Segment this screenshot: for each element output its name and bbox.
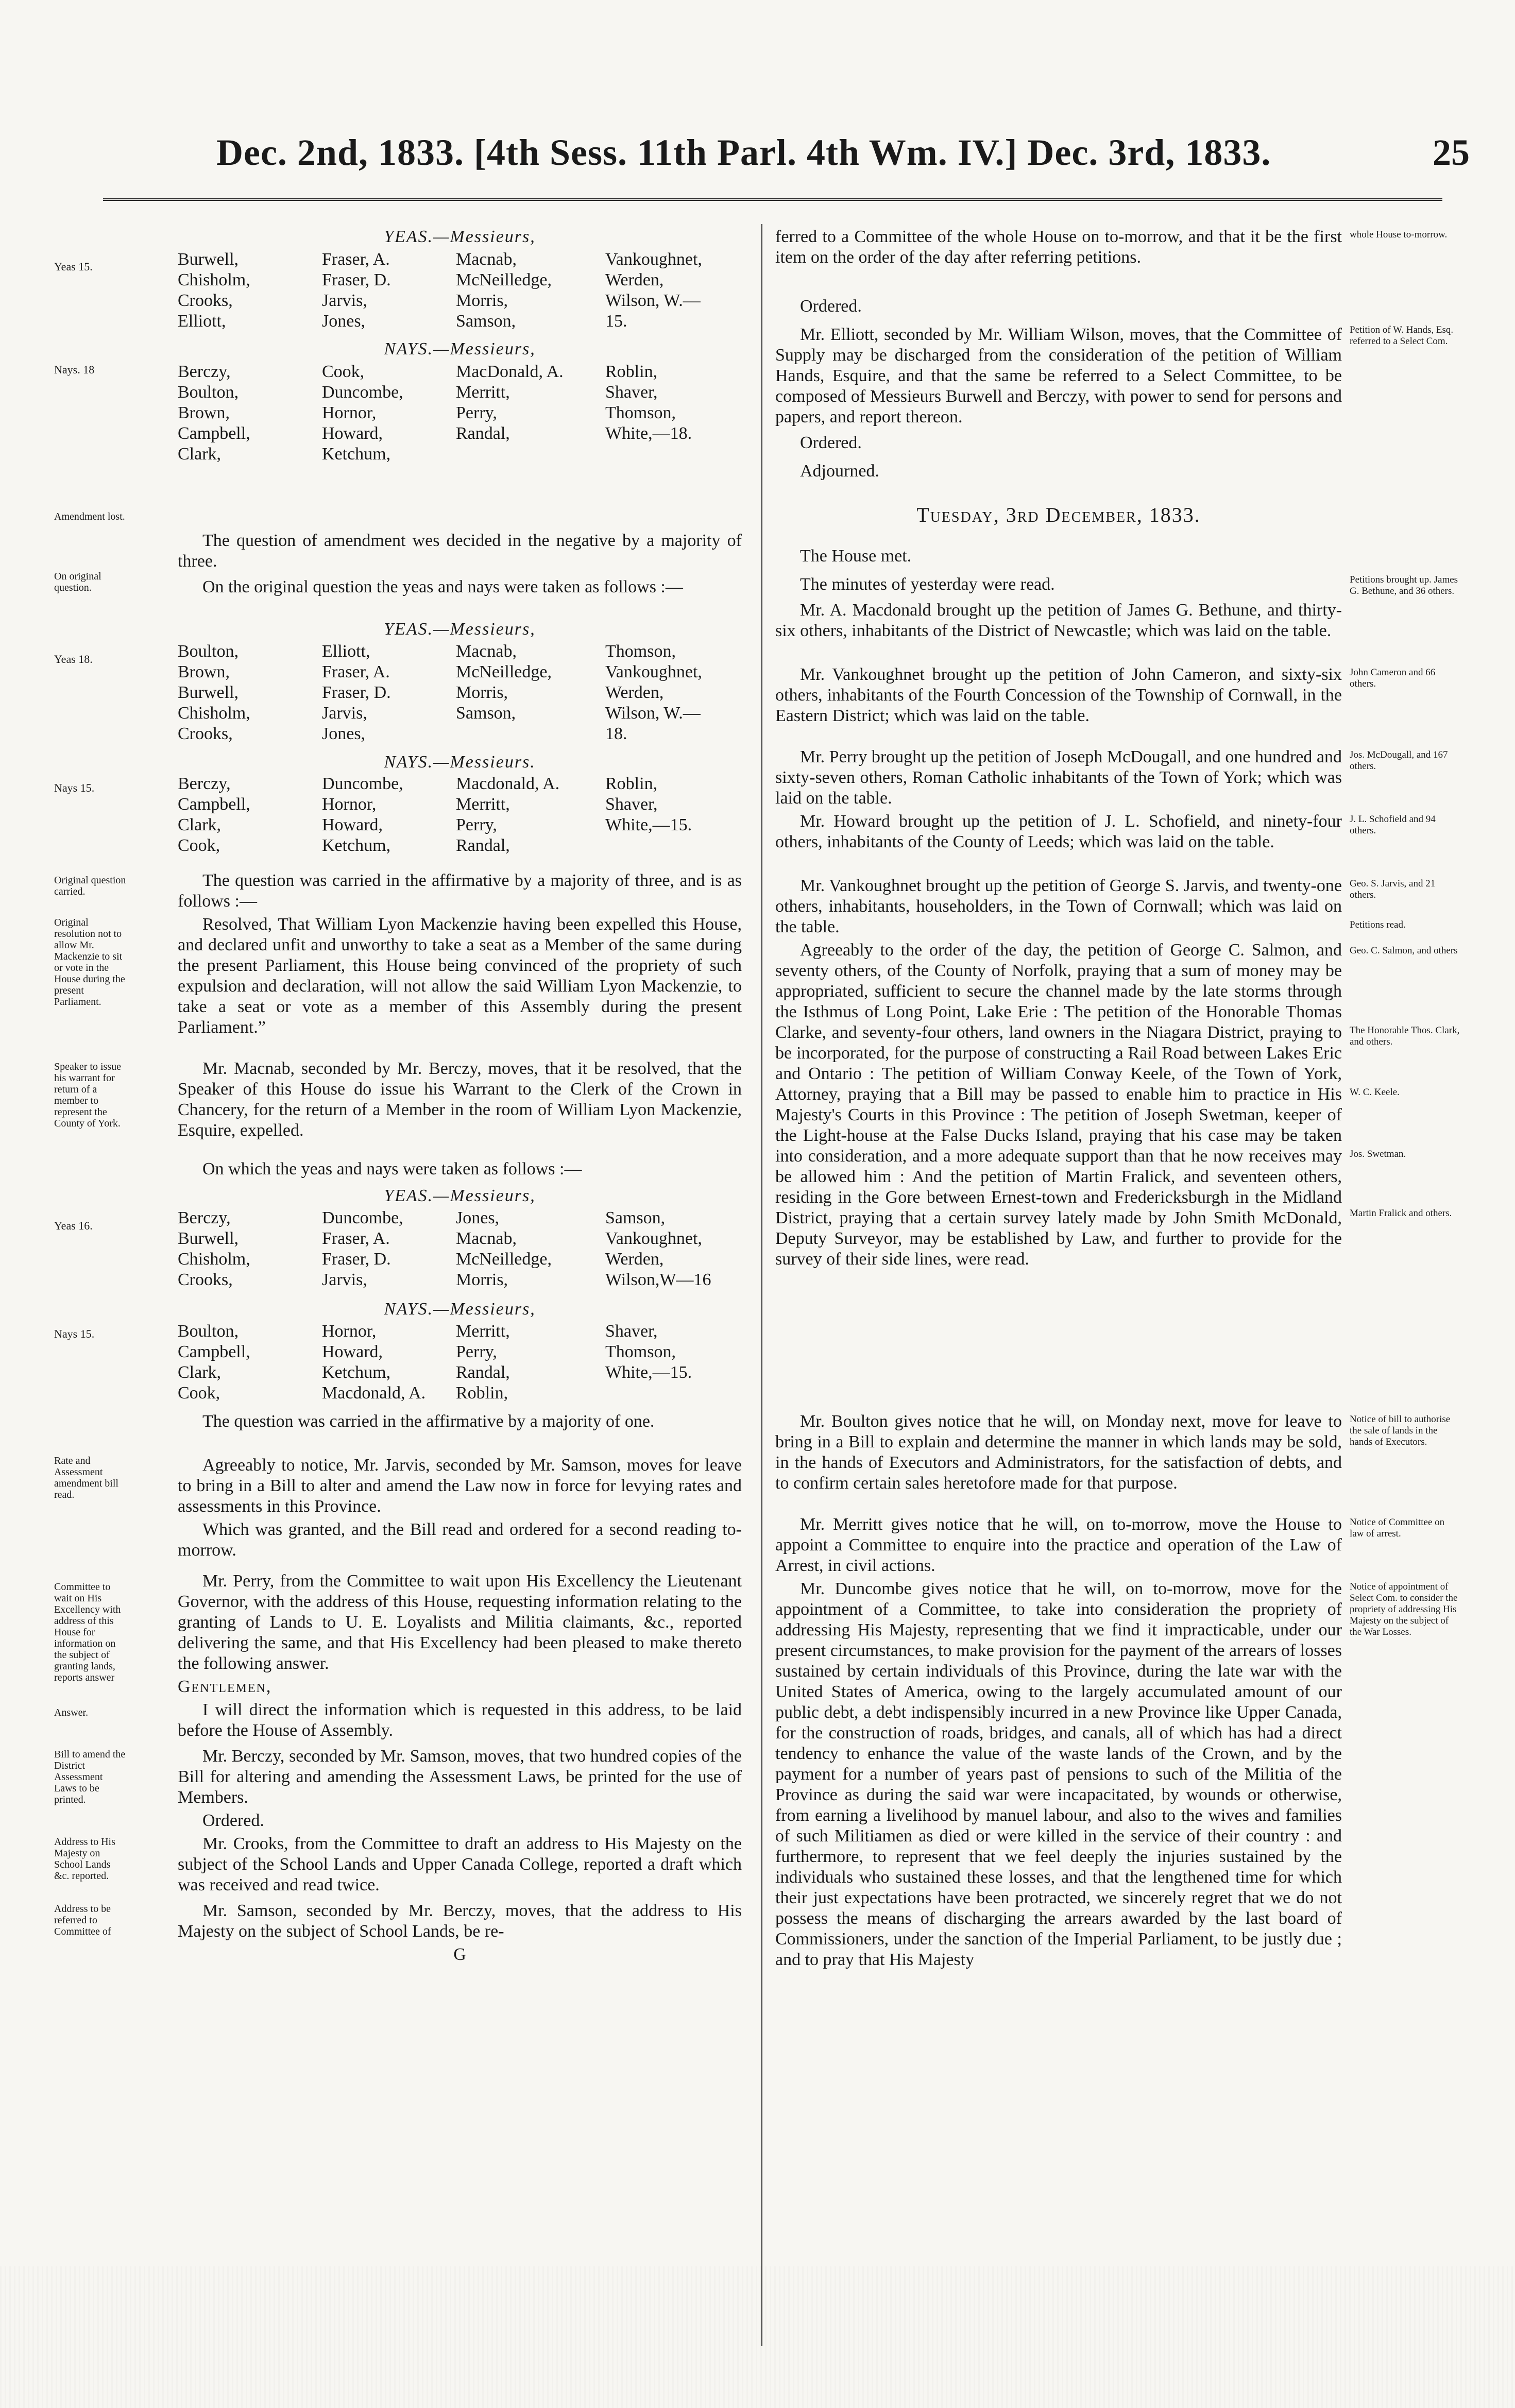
p-duncombe: Mr. Duncombe gives notice that he will, on to-morrow, move for the appointment of a Committee, to take into consideration the propriety of addressing His Majesty, representing that we find it impracticable, under our present circumstances, to make provision for the payment of the arrears of losses sustained by certain individuals of this Province, during the late war with the United States of America, owing to the largely accumulated amount of our public debt, a debt indispensibly incurred in a new Province like Upper Canada, for the construction of roads, bridges, and canals, all of which has had a direct tendency to enhance the value of the waste lands of the Crown, and by the payment for a number of years past of pensions to such of the Militia of the Province as during the said war were incapacitated, by wounds or otherwise, from earning a livelihood by manuel labour, and also to the wives and families of such Militiamen as died or were killed in the service of their country : and furthermore, to represent that we feel deeply the injuries sustained by the individuals who sustained these losses, and that the lengthened time for which their just expectations have been protracted, we sincerely regret that we do not possess the means of discharging the arrears awarded by the last board of Commissioners, under the sanction of the Imperial Parliament, to be justly due ; and to pray that His Majesty bbox=[775, 1579, 1342, 1969]
yeas2-member: Boulton, bbox=[178, 642, 239, 661]
note-speaker: Speaker to issue his warrant for return of a member to represent the County of York. bbox=[54, 1061, 121, 1129]
note-address: Address to His Majesty on School Lands &c. reported. bbox=[54, 1836, 115, 1882]
yeas2-member: Werden, bbox=[605, 683, 664, 702]
nays1-member: Roblin, bbox=[605, 362, 658, 381]
nays2-member: Cook, bbox=[178, 836, 220, 855]
yeas3-member: Fraser, D. bbox=[322, 1250, 391, 1269]
p-ferred: ferred to a Committee of the whole House on to-morrow, and that it be the first item on the order of the day after referring petitions. bbox=[775, 227, 1342, 267]
yeas1-member: Burwell, bbox=[178, 250, 239, 269]
nays1-member: MacDonald, A. bbox=[456, 362, 564, 381]
note-fralick: Martin Fralick and others. bbox=[1350, 1208, 1452, 1219]
yeas3-label: Yeas 16. bbox=[54, 1219, 93, 1232]
nays2-member: Clark, bbox=[178, 815, 222, 834]
nays2-member: Perry, bbox=[456, 815, 497, 834]
yeas1-member: Morris, bbox=[456, 291, 508, 310]
note-answer: Answer. bbox=[54, 1707, 89, 1718]
nays1-member: Shaver, bbox=[605, 383, 658, 402]
nays1-member: Brown, bbox=[178, 403, 230, 422]
yeas2-member: Crooks, bbox=[178, 724, 233, 743]
nays2-member: Shaver, bbox=[605, 795, 658, 814]
nays1-label: Nays. 18 bbox=[54, 363, 95, 376]
nays2-label: Nays 15. bbox=[54, 781, 95, 794]
yeas2-heading: YEAS.—Messieurs, bbox=[384, 620, 536, 639]
nays1-member: Campbell, bbox=[178, 424, 250, 443]
yeas2-member: Fraser, D. bbox=[322, 683, 391, 702]
yeas1-member: Vankoughnet, bbox=[605, 250, 702, 269]
nays2-heading: NAYS.—Messieurs. bbox=[384, 753, 536, 772]
nays3-member: Clark, bbox=[178, 1363, 222, 1382]
p-carried: The question was carried in the affirmative by a majority of three, and is as follows :— bbox=[178, 871, 742, 911]
p-elliott: Mr. Elliott, seconded by Mr. William Wilson, moves, that the Committee of Supply may be discharged from the consideration of the petition of William Hands, Esquire, and that the same be referred to a Select Committee, to be composed of Messieurs Burwell and Berczy, with power to send for persons and papers, and report thereon. bbox=[775, 325, 1342, 426]
note-refer: Address to be referred to Committee of bbox=[54, 1903, 111, 1937]
nays1-member: Ketchum, bbox=[322, 445, 391, 464]
p-original: On the original question the yeas and nays were taken as follows :— bbox=[202, 577, 683, 596]
yeas1-member: Jones, bbox=[322, 312, 366, 331]
p-perry-2: Mr. Perry brought up the petition of Joseph McDougall, and one hundred and sixty-seven others, Roman Catholic inhabitants of the Town of York; which was laid on the table. bbox=[775, 747, 1342, 808]
nays2-member: Merritt, bbox=[456, 795, 510, 814]
yeas1-member: McNeilledge, bbox=[456, 270, 552, 289]
p-crooks: Mr. Crooks, from the Committee to draft an address to His Majesty on the subject of the School Lands and Upper Canada College, reported a draft which was received and read twice. bbox=[178, 1834, 742, 1894]
yeas1-member: Crooks, bbox=[178, 291, 233, 310]
yeas2-grid bbox=[178, 641, 742, 744]
yeas2-member: Jones, bbox=[322, 724, 366, 743]
yeas1-grid bbox=[178, 249, 742, 332]
header-title: Dec. 2nd, 1833. [4th Sess. 11th Parl. 4th Wm. IV.] Dec. 3rd, 1833. bbox=[216, 132, 1271, 173]
nays1-heading: NAYS.—Messieurs, bbox=[384, 339, 536, 358]
yeas3-member: Chisholm, bbox=[178, 1250, 250, 1269]
note-read: Petitions read. bbox=[1350, 919, 1406, 930]
ordered-3: Ordered. bbox=[800, 433, 862, 452]
yeas1-member: 15. bbox=[605, 312, 627, 331]
ordered-2: Ordered. bbox=[800, 297, 862, 316]
nays3-grid bbox=[178, 1321, 742, 1404]
nays1-member: Perry, bbox=[456, 403, 497, 422]
yeas2-member: Burwell, bbox=[178, 683, 239, 702]
p-resolved: Resolved, That William Lyon Mackenzie having been expelled this House, and declared unfit and unworthy to take a seat as a Member of the same during the present Parliament, this House being convinced of the propriety of such expulsion and declaration, will not allow the said William Lyon Mackenzie, to take a seat or vote as a member of this Assembly during the present Parliament.” bbox=[178, 915, 742, 1037]
p-amendment: The question of amendment wes decided in the negative by a majority of three. bbox=[178, 531, 742, 571]
yeas1-heading: YEAS.—Messieurs, bbox=[384, 227, 536, 246]
nays2-member bbox=[605, 835, 744, 856]
house-met: The House met. bbox=[800, 547, 912, 566]
nays3-member: Perry, bbox=[456, 1342, 497, 1361]
nays3-heading: NAYS.—Messieurs, bbox=[384, 1300, 536, 1319]
yeas2-member: Elliott, bbox=[322, 642, 370, 661]
nays3-member: Campbell, bbox=[178, 1342, 250, 1361]
note-hands: Petition of W. Hands, Esq. referred to a Select Com. bbox=[1350, 325, 1454, 347]
signature-mark: G bbox=[453, 1945, 466, 1964]
nays2-member: Campbell, bbox=[178, 795, 250, 814]
paper-texture bbox=[0, 2266, 1515, 2408]
yeas3-member: Morris, bbox=[456, 1270, 508, 1289]
nays3-member: White,—15. bbox=[605, 1363, 692, 1382]
p-carried-one: The question was carried in the affirmative by a majority of one. bbox=[202, 1412, 655, 1431]
nays2-grid bbox=[178, 774, 742, 856]
note-mcdougall: Jos. McDougall, and 167 others. bbox=[1350, 749, 1448, 772]
nays1-list bbox=[178, 362, 742, 465]
ordered-1: Ordered. bbox=[202, 1811, 264, 1830]
note-amendment-lost: Amendment lost. bbox=[54, 511, 125, 522]
note-clarke: The Honorable Thos. Clark, and others. bbox=[1350, 1025, 1460, 1047]
yeas1-member: Fraser, A. bbox=[322, 250, 390, 269]
nays2-member: Duncombe, bbox=[322, 774, 403, 793]
yeas1-member: Werden, bbox=[605, 270, 664, 289]
nays3-member: Ketchum, bbox=[322, 1363, 391, 1382]
yeas1-member: Elliott, bbox=[178, 312, 226, 331]
note-schofield: J. L. Schofield and 94 others. bbox=[1350, 814, 1436, 836]
p-jarvis: Agreeably to notice, Mr. Jarvis, seconded by Mr. Samson, moves for leave to bring in a Bill to alter and amend the Law now in force for levying rates and assessments in this Province. bbox=[178, 1456, 742, 1516]
yeas2-member: Morris, bbox=[456, 683, 508, 702]
nays1-member: Merritt, bbox=[456, 383, 510, 402]
yeas2-member bbox=[456, 724, 605, 744]
yeas1-member: Fraser, D. bbox=[322, 270, 391, 289]
p-berczy: Mr. Berczy, seconded by Mr. Samson, moves, that two hundred copies of the Bill for altering and amending the Assessment Laws, be printed for the use of Members. bbox=[178, 1747, 742, 1807]
p-macnab: Mr. Macnab, seconded by Mr. Berczy, moves, that it be resolved, that the Speaker of this House do issue his Warrant to the Clerk of the Crown in Chancery, for the return of a Member in the room of William Lyon Mackenzie, Esquire, expelled. bbox=[178, 1059, 742, 1140]
yeas2-list bbox=[178, 641, 742, 744]
nays1-member: Hornor, bbox=[322, 403, 377, 422]
nays1-member bbox=[456, 444, 605, 465]
nays3-list bbox=[178, 1321, 742, 1404]
yeas2-member: Vankoughnet, bbox=[605, 662, 702, 681]
p-vankoughnet-1: Mr. Vankoughnet brought up the petition of John Cameron, and sixty-six others, inhabitants of the Fourth Concession of the Township of Cornwall, in the Eastern District; which was laid on the table. bbox=[775, 665, 1342, 725]
nays1-grid bbox=[178, 362, 742, 465]
yeas1-member: Wilson, W.— bbox=[605, 291, 701, 310]
yeas2-member: Fraser, A. bbox=[322, 662, 390, 681]
note-salmon: Geo. C. Salmon, and others bbox=[1350, 945, 1458, 956]
yeas2-member: Wilson, W.— bbox=[605, 704, 701, 723]
nays2-member: Roblin, bbox=[605, 774, 658, 793]
nays2-member: Howard, bbox=[322, 815, 383, 834]
nays1-member: Boulton, bbox=[178, 383, 239, 402]
yeas3-member: Jarvis, bbox=[322, 1270, 367, 1289]
p-boulton: Mr. Boulton gives notice that he will, on Monday next, move for leave to bring in a Bill to explain and determine the manner in which lands may be sold, in the hands of Executors and Administrators, for the satisfaction of debts, and to confirm certain sales heretofore made for that purpose. bbox=[775, 1412, 1342, 1493]
nays3-member: Cook, bbox=[178, 1384, 220, 1403]
nays3-member: Roblin, bbox=[456, 1384, 508, 1403]
nays1-member: White,—18. bbox=[605, 424, 692, 443]
note-whole: whole House to-morrow. bbox=[1350, 229, 1448, 240]
nays1-member bbox=[605, 444, 744, 465]
nays3-member: Shaver, bbox=[605, 1322, 658, 1341]
yeas3-member: Berczy, bbox=[178, 1208, 231, 1227]
p-answer: I will direct the information which is requested in this address, to be laid before the House of Assembly. bbox=[178, 1700, 742, 1740]
yeas3-member: Macnab, bbox=[456, 1229, 517, 1248]
yeas3-grid bbox=[178, 1208, 742, 1290]
note-original: On original question. bbox=[54, 571, 101, 593]
nays1-member: Cook, bbox=[322, 362, 365, 381]
nays3-member: Randal, bbox=[456, 1363, 510, 1382]
yeas3-member: Vankoughnet, bbox=[605, 1229, 702, 1248]
minutes-read: The minutes of yesterday were read. bbox=[800, 575, 1055, 594]
nays2-member: Berczy, bbox=[178, 774, 231, 793]
note-merritt: Notice of Committee on law of arrest. bbox=[1350, 1517, 1445, 1539]
yeas3-member: Werden, bbox=[605, 1250, 664, 1269]
note-cameron: John Cameron and 66 others. bbox=[1350, 667, 1436, 689]
yeas1-member: Macnab, bbox=[456, 250, 517, 269]
nays2-member: Macdonald, A. bbox=[456, 774, 560, 793]
yeas3-member: Crooks, bbox=[178, 1270, 233, 1289]
nays3-member: Thomson, bbox=[605, 1342, 676, 1361]
nays2-member: White,—15. bbox=[605, 815, 692, 834]
yeas2-member: Macnab, bbox=[456, 642, 517, 661]
yeas3-member: Jones, bbox=[456, 1208, 500, 1227]
note-duncombe: Notice of appointment of Select Com. to consider the propriety of addressing His Majesty on the subject of the War Losses. bbox=[1350, 1581, 1458, 1637]
p-agreeably: Agreeably to the order of the day, the petition of George C. Salmon, and seventy others, of the County of Norfolk, praying that a sum of money may be appropriated, sufficient to secure the channel made by the late storms through the Isthmus of Long Point, Lake Erie : The petition of the Honorable Thomas Clarke, and seventy-four others, land owners in the Niagara District, praying to be incorporated, for the purpose of constructing a Rail Road between Lakes Eric and Ontario : The petition of William Conway Keele, of the Town of York, Attorney, praying that a Bill may be passed to enable him to practice in His Majesty's Courts in this Province : The petition of Joseph Swetman, keeper of the Light-house at the False Ducks Island, praying that his case may be taken into consideration, and a more adequate support than that he now receives may be allowed him : And the petition of Martin Fralick, and seventeen others, residing in the Gore between Ernest-town and Fredericksburgh in the Midland District, praying that a certain survey lately made by John Smith McDonald, Deputy Surveyor, may be established by Law, and further to provide for the survey of their side lines, were read. bbox=[775, 941, 1342, 1269]
yeas1-list bbox=[178, 249, 742, 332]
nays1-member: Berczy, bbox=[178, 362, 231, 381]
yeas3-member: Duncombe, bbox=[322, 1208, 403, 1227]
yeas3-member: Fraser, A. bbox=[322, 1229, 390, 1248]
nays2-member: Randal, bbox=[456, 836, 510, 855]
nays3-label: Nays 15. bbox=[54, 1327, 95, 1340]
p-merritt: Mr. Merritt gives notice that he will, on to-morrow, move the House to appoint a Committee to enquire into the practice and operation of the Law of Arrest, in civil actions. bbox=[775, 1515, 1342, 1575]
yeas3-member: Wilson,W—16 bbox=[605, 1270, 711, 1289]
note-swetman: Jos. Swetman. bbox=[1350, 1149, 1406, 1159]
adjourned: Adjourned. bbox=[800, 462, 879, 481]
p-granted: Which was granted, and the Bill read and ordered for a second reading to-morrow. bbox=[178, 1520, 742, 1560]
nays3-member: Howard, bbox=[322, 1342, 383, 1361]
yeas3-member: Burwell, bbox=[178, 1229, 239, 1248]
p-macdonald: Mr. A. Macdonald brought up the petition of James G. Bethune, and thirty-six others, inhabitants of the District of Newcastle; which was laid on the table. bbox=[775, 601, 1342, 640]
note-jarvis: Geo. S. Jarvis, and 21 others. bbox=[1350, 878, 1436, 900]
date-heading: Tuesday, 3rd December, 1833. bbox=[916, 503, 1201, 526]
yeas1-label: Yeas 15. bbox=[54, 260, 93, 273]
nays1-member: Howard, bbox=[322, 424, 383, 443]
nays3-member: Boulton, bbox=[178, 1322, 239, 1341]
nays3-member: Merritt, bbox=[456, 1322, 510, 1341]
page-header bbox=[0, 131, 1515, 178]
p-samson: Mr. Samson, seconded by Mr. Berczy, moves, that the address to His Majesty on the subject of School Lands, be re- bbox=[178, 1901, 742, 1941]
p-vankoughnet-2: Mr. Vankoughnet brought up the petition of George S. Jarvis, and twenty-one others, inhabitants, householders, in the Town of Cornwall; which was laid on the table. bbox=[775, 876, 1342, 936]
yeas1-member: Chisholm, bbox=[178, 270, 250, 289]
column-divider bbox=[761, 224, 762, 2346]
salutation: Gentlemen, bbox=[178, 1677, 272, 1696]
p-howard: Mr. Howard brought up the petition of J. L. Schofield, and ninety-four others, inhabitants of the County of Leeds; which was laid on the table. bbox=[775, 812, 1342, 851]
note-resolution: Original resolution not to allow Mr. Mackenzie to sit or vote in the House during the present Parliament. bbox=[54, 917, 125, 1007]
nays3-member bbox=[605, 1383, 744, 1404]
yeas2-label: Yeas 18. bbox=[54, 653, 93, 665]
yeas1-member: Jarvis, bbox=[322, 291, 367, 310]
yeas2-member: Brown, bbox=[178, 662, 230, 681]
note-bill: Bill to amend the District Assessment Laws to be printed. bbox=[54, 1749, 126, 1805]
note-committee: Committee to wait on His Excellency with address of this House for information on the subject of granting lands, reports answer bbox=[54, 1581, 121, 1683]
yeas2-member: Jarvis, bbox=[322, 704, 367, 723]
yeas3-heading: YEAS.—Messieurs, bbox=[384, 1186, 536, 1205]
note-rate: Rate and Assessment amendment bill read. bbox=[54, 1455, 118, 1500]
yeas3-member: McNeilledge, bbox=[456, 1250, 552, 1269]
yeas3-member: Samson, bbox=[605, 1208, 666, 1227]
note-carried: Original question carried. bbox=[54, 875, 126, 897]
yeas2-member: McNeilledge, bbox=[456, 662, 552, 681]
yeas3-list bbox=[178, 1208, 742, 1290]
note-petitions: Petitions brought up. James G. Bethune, and 36 others. bbox=[1350, 574, 1458, 596]
page-number: 25 bbox=[1433, 132, 1470, 173]
nays1-member: Thomson, bbox=[605, 403, 676, 422]
yeas2-member: Samson, bbox=[456, 704, 516, 723]
yeas2-member: 18. bbox=[605, 724, 627, 743]
header-rule bbox=[103, 198, 1442, 201]
yeas1-member: Samson, bbox=[456, 312, 516, 331]
note-boulton: Notice of bill to authorise the sale of lands in the hands of Executors. bbox=[1350, 1414, 1451, 1447]
nays2-member: Hornor, bbox=[322, 795, 377, 814]
yeas2-member: Thomson, bbox=[605, 642, 676, 661]
p-perry: Mr. Perry, from the Committee to wait upon His Excellency the Lieutenant Governor, with the address of this House, requesting information relating to the granting of Lands to U. E. Loyalists and Militia claimants, &c., reported delivering the same, and that His Excellency had been pleased to make thereto the following answer. bbox=[178, 1572, 742, 1673]
yeas2-member: Chisholm, bbox=[178, 704, 250, 723]
nays2-list bbox=[178, 774, 742, 856]
nays3-member: Macdonald, A. bbox=[322, 1384, 426, 1403]
nays1-member: Duncombe, bbox=[322, 383, 403, 402]
nays1-member: Randal, bbox=[456, 424, 510, 443]
nays3-member: Hornor, bbox=[322, 1322, 377, 1341]
note-keele: W. C. Keele. bbox=[1350, 1087, 1400, 1098]
nays2-member: Ketchum, bbox=[322, 836, 391, 855]
nays1-member: Clark, bbox=[178, 445, 222, 464]
p-taken: On which the yeas and nays were taken as follows :— bbox=[202, 1159, 582, 1179]
